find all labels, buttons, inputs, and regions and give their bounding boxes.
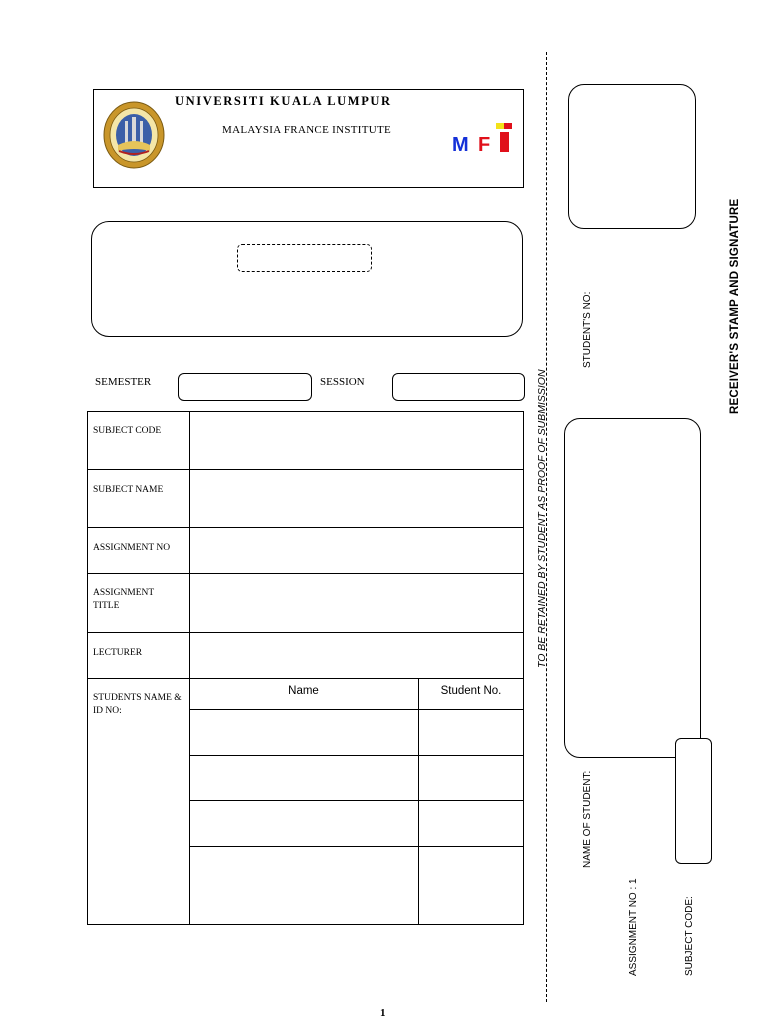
subject-code-field[interactable] (190, 412, 523, 469)
semester-field[interactable] (178, 373, 312, 401)
student-no-entry[interactable] (419, 801, 523, 846)
receiver-stamp-box[interactable] (568, 84, 696, 229)
mfi-logo (451, 121, 515, 157)
session-label: SESSION (320, 376, 365, 388)
student-name-entry[interactable] (190, 710, 418, 755)
semester-label: SEMESTER (95, 376, 152, 388)
student-no-entry[interactable] (419, 847, 523, 924)
name-of-student-label: NAME OF STUDENT: (582, 770, 593, 868)
subject-code-label: SUBJECT CODE (93, 426, 162, 436)
title-placeholder-field[interactable] (237, 244, 372, 272)
assignment-no-label: ASSIGNMENT NO (93, 543, 171, 553)
receiver-stamp-label: RECEIVER'S STAMP AND SIGNATURE (729, 198, 741, 414)
subject-name-label: SUBJECT NAME (93, 485, 164, 495)
institute-name: MALAYSIA FRANCE INSTITUTE (222, 124, 392, 136)
student-name-slip-box[interactable] (564, 418, 701, 758)
student-no-entry[interactable] (419, 710, 523, 755)
assignment-title-box (91, 221, 523, 337)
lecturer-label: LECTURER (93, 648, 143, 658)
svg-text:M: M (452, 134, 469, 156)
university-name: UNIVERSITI KUALA LUMPUR (175, 94, 392, 108)
name-column-header: Name (288, 685, 319, 697)
session-field[interactable] (392, 373, 525, 401)
svg-text:F: F (478, 134, 491, 156)
subject-name-field[interactable] (190, 470, 523, 527)
assignment-title-label: ASSIGNMENT TITLE (93, 588, 155, 611)
student-name-entry[interactable] (190, 801, 418, 846)
assignment-title-field[interactable] (190, 574, 523, 632)
assignment-form-table (87, 411, 524, 925)
student-name-entry[interactable] (190, 847, 418, 924)
subject-code-slip-box[interactable] (675, 738, 712, 864)
assignment-no-slip-label: ASSIGNMENT NO : 1 (628, 878, 639, 976)
proof-of-submission-text: TO BE RETAINED BY STUDENT AS PROOF OF SUBMISSION (536, 369, 548, 668)
page-number: 1 (380, 1007, 386, 1019)
students-name-label: STUDENTS NAME & ID NO: (93, 693, 182, 716)
student-no-entry[interactable] (419, 756, 523, 800)
assignment-no-field[interactable] (190, 528, 523, 573)
lecturer-field[interactable] (190, 633, 523, 678)
university-seal-logo (103, 101, 165, 169)
students-no-label: STUDENT'S NO: (582, 291, 593, 368)
student-no-column-header: Student No. (440, 685, 502, 697)
student-name-entry[interactable] (190, 756, 418, 800)
subject-code-slip-label: SUBJECT CODE: (684, 896, 695, 976)
